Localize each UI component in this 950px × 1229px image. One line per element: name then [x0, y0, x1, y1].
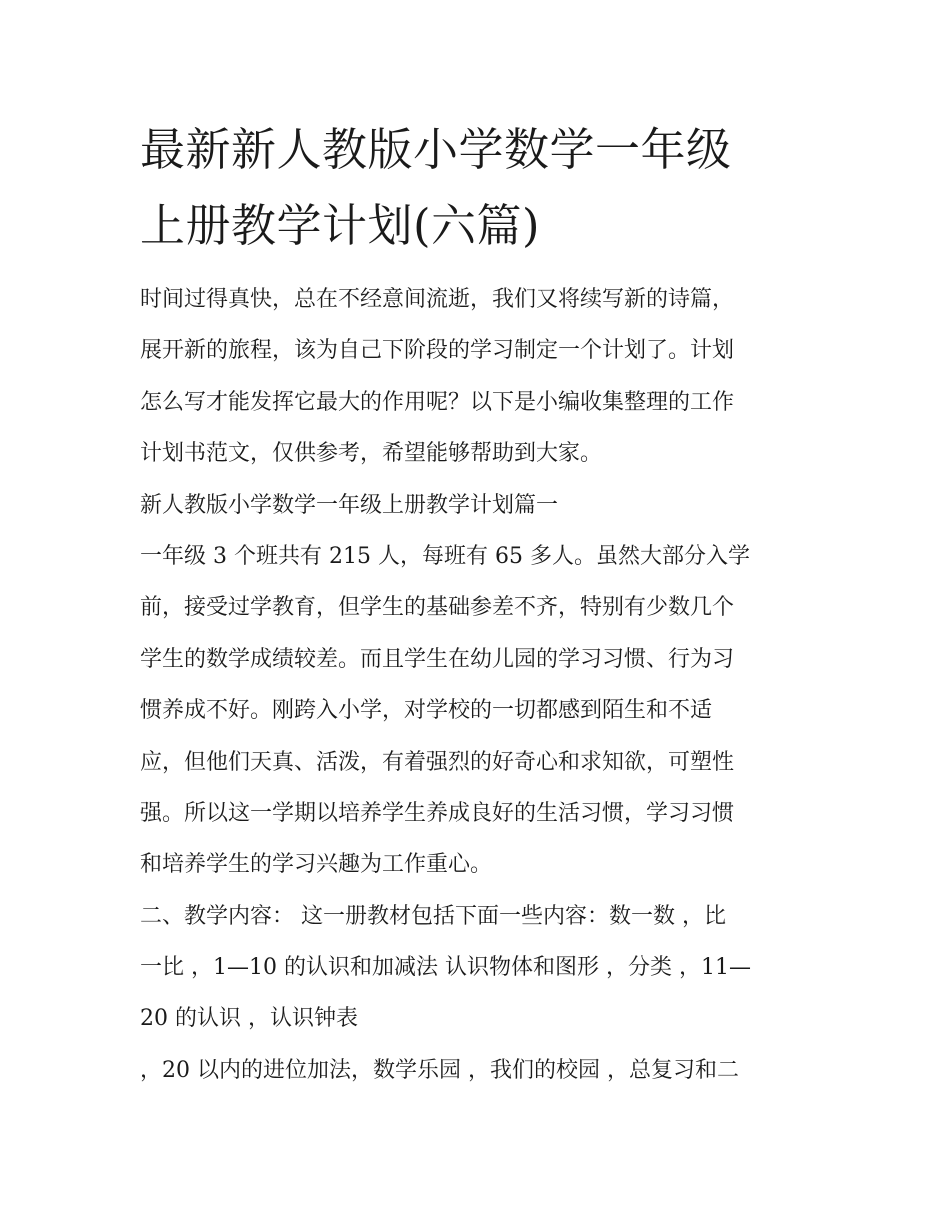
- body-line-1: 时间过得真快，总在不经意间流逝，我们又将续写新的诗篇，: [140, 287, 735, 312]
- body-line-14: 一比 ，1—10 的认识和加减法 认识物体和图形 ，分类 ，11—: [140, 955, 751, 981]
- body-line-15: 20 的认识 ，认识钟表: [140, 1006, 358, 1032]
- body-line-10: 应，但他们天真、活泼，有着强烈的好奇心和求知欲，可塑性: [140, 749, 735, 775]
- body-line-8: 学生的数学成绩较差。而且学生在幼儿园的学习习惯、行为习: [140, 646, 735, 672]
- body-line-3: 怎么写才能发挥它最大的作用呢？以下是小编收集整理的工作: [140, 389, 735, 415]
- body-line-6: 一年级 3 个班共有 215 人，每班有 65 多人。虽然大部分入学: [140, 543, 750, 569]
- title-line-1: 最新新人教版小学数学一年级: [140, 123, 732, 176]
- body-line-2: 展开新的旅程，该为自己下阶段的学习制定一个计划了。计划: [140, 338, 735, 364]
- body-line-4: 计划书范文，仅供参考，希望能够帮助到大家。: [140, 441, 603, 467]
- body-line-7: 前，接受过学教育，但学生的基础参差不齐，特别有少数几个: [140, 595, 735, 621]
- body-line-13: 二、教学内容： 这一册教材包括下面一些内容：数一数 ，比: [140, 903, 726, 929]
- section-heading-1: 新人教版小学数学一年级上册教学计划篇一: [140, 492, 559, 518]
- body-line-12: 和培养学生的学习兴趣为工作重心。: [140, 852, 493, 878]
- document-title: [140, 112, 820, 264]
- body-line-9: 惯养成不好。刚跨入小学，对学校的一切都感到陌生和不适: [140, 698, 713, 724]
- document-body: [140, 274, 820, 1096]
- title-line-2: 上册教学计划(六篇): [140, 199, 541, 252]
- body-line-16: ，20 以内的进位加法，数学乐园 ，我们的校园 ，总复习和二: [140, 1057, 739, 1083]
- body-line-11: 强。所以这一学期以培养学生养成良好的生活习惯，学习习惯: [140, 800, 735, 826]
